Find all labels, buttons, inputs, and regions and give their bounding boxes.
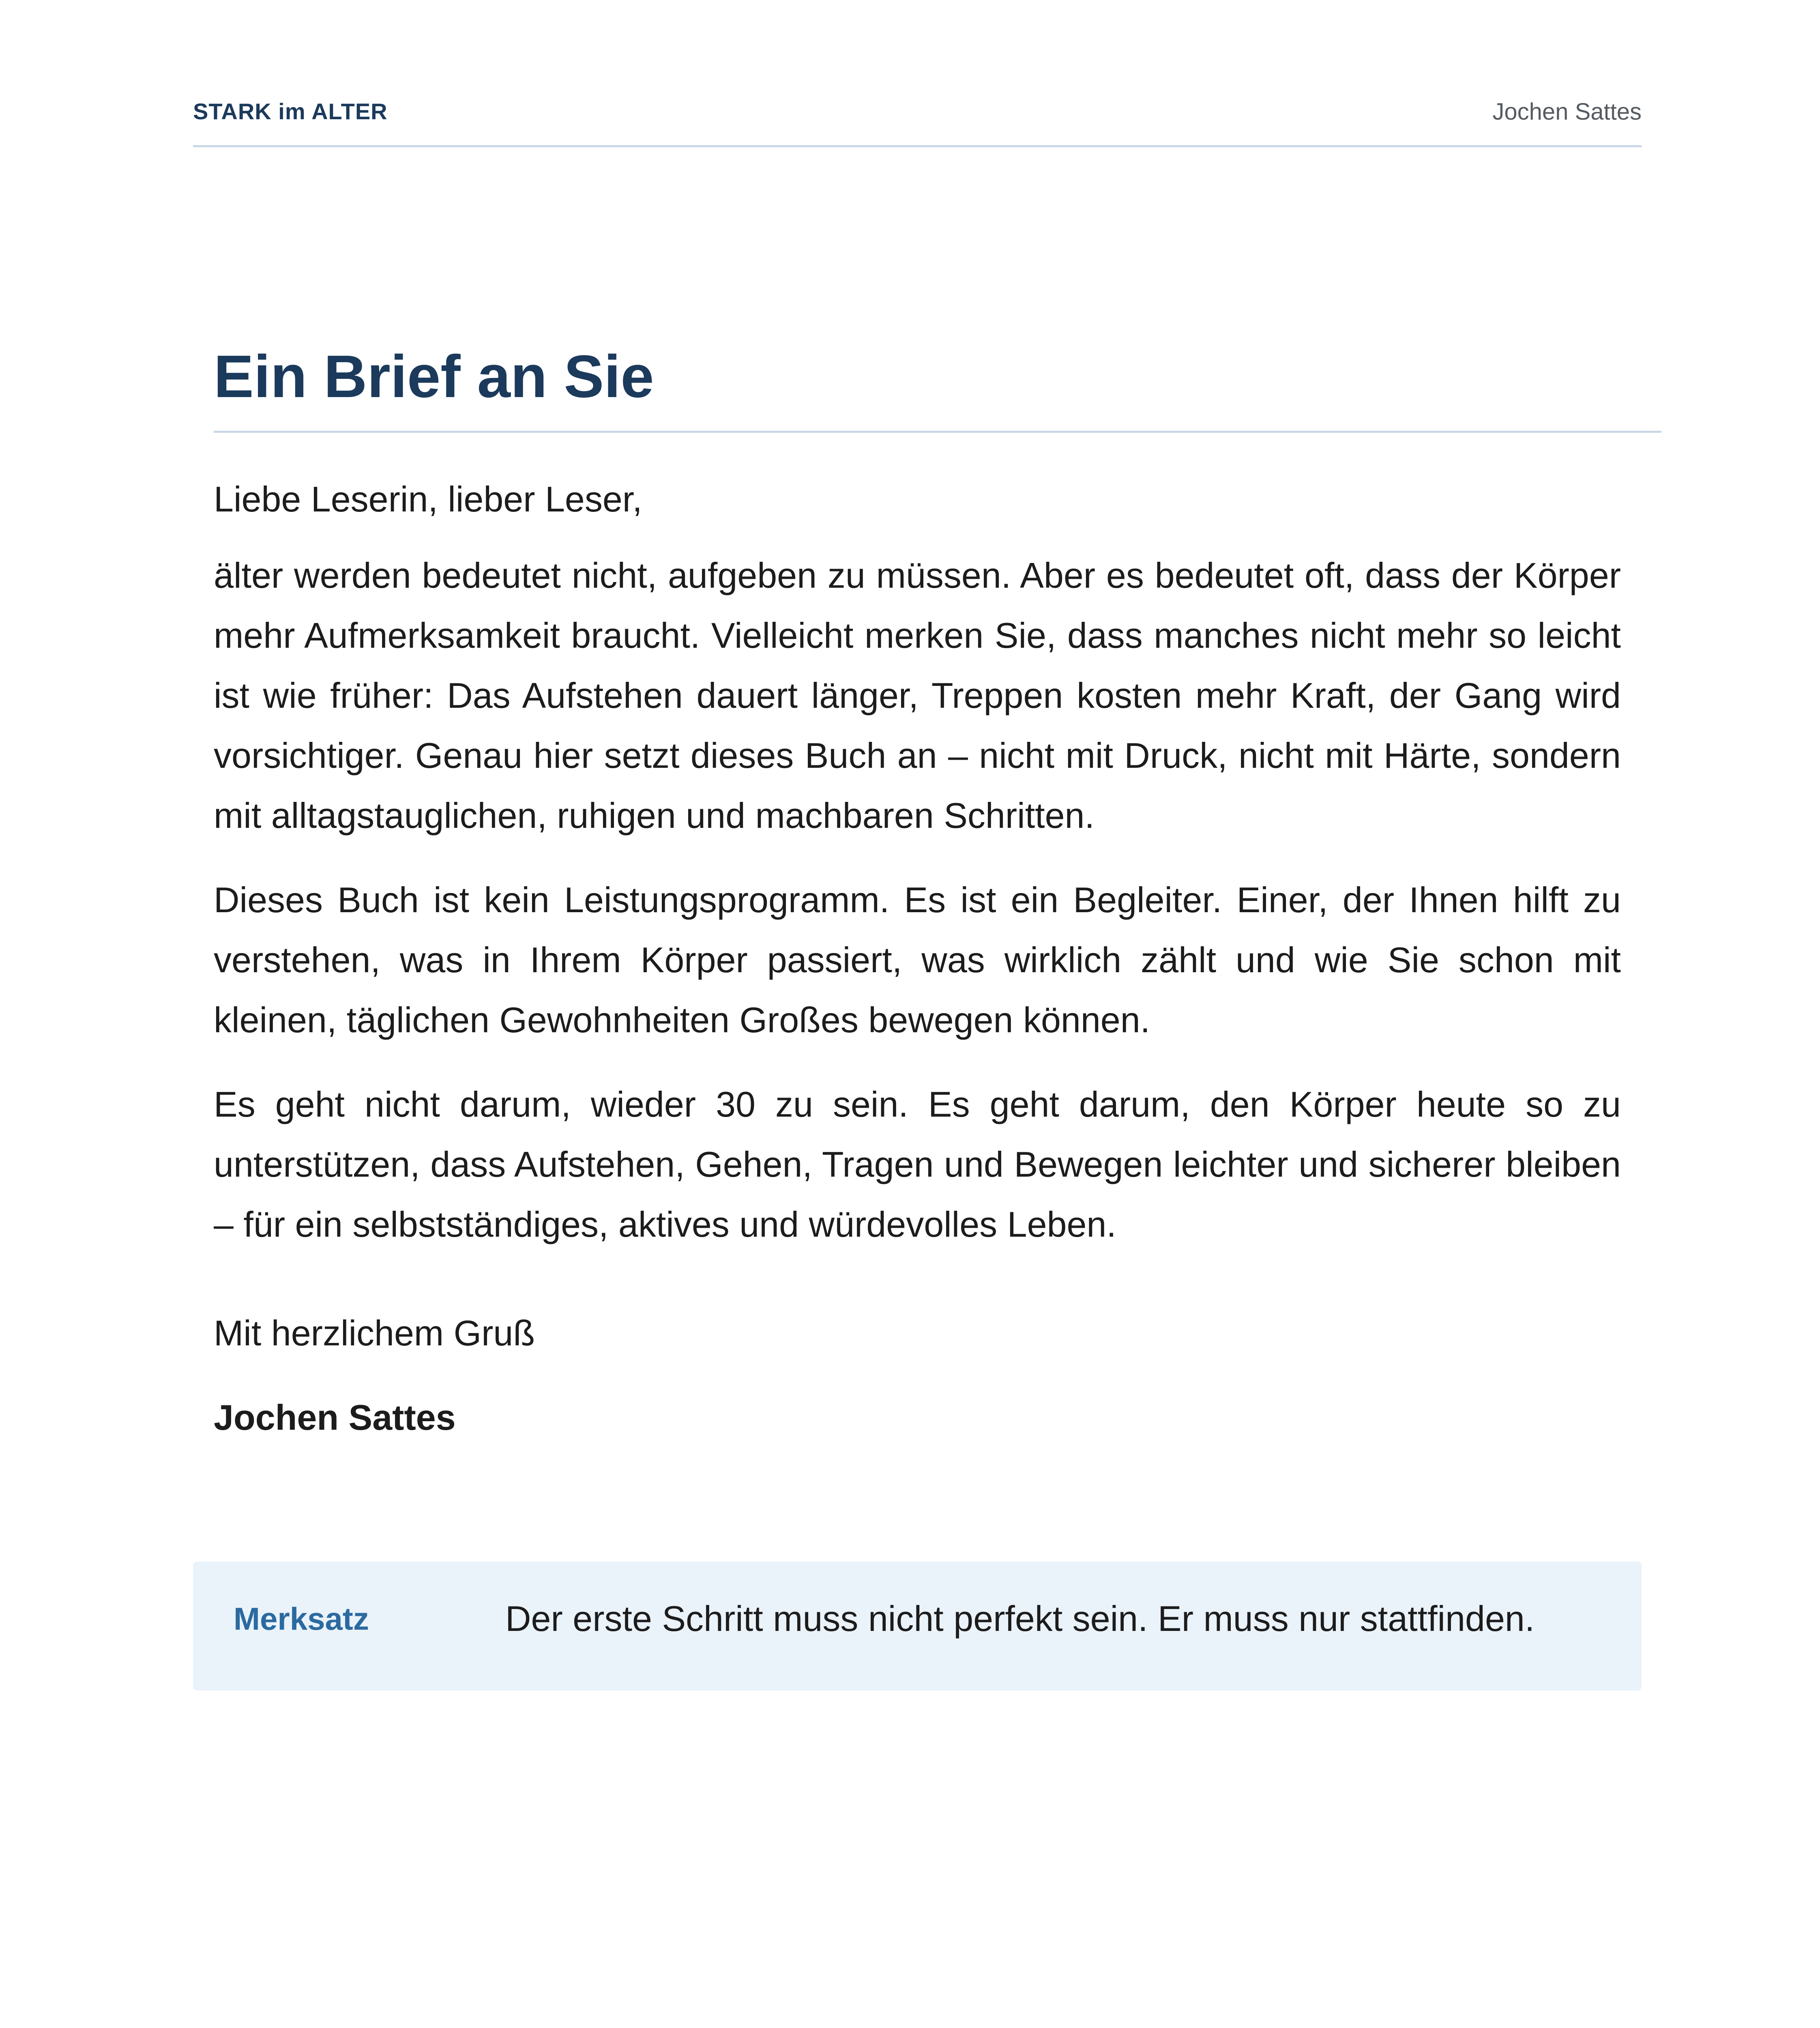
paragraph-2: Dieses Buch ist kein Leistungsprogramm. Es ist ein Begleiter. Einer, der Ihnen hilft zu verstehen, was in Ihrem Körper passiert, was wirklich zählt und wie Sie schon mit kleinen, täglichen Gewohnheiten Großes bewegen können.	[214, 879, 1621, 1040]
page-title: Ein Brief an Sie	[214, 341, 1661, 433]
closing: Mit herzlichem Gruß	[214, 1313, 535, 1353]
signature: Jochen Sattes	[214, 1397, 456, 1437]
salutation: Liebe Leserin, lieber Leser,	[214, 479, 642, 519]
merksatz-text: Der erste Schritt muss nicht perfekt sein. Er muss nur stattfinden.	[505, 1598, 1535, 1639]
merksatz-box	[193, 1562, 1642, 1691]
letter-content	[214, 341, 1621, 1448]
page-header	[193, 94, 1642, 147]
paragraph-1: älter werden bedeutet nicht, aufgeben zu müssen. Aber es bedeutet oft, dass der Körper mehr Aufmerksamkeit braucht. Vielleicht merken Sie, dass manches nicht mehr so leicht ist wie früher: Das Aufstehen dauert länger, Treppen kosten mehr Kraft, der Gang wird vorsichtiger. Genau hier setzt dieses Buch an – nicht mit Druck, nicht mit Härte, sondern mit alltagstauglichen, ruhigen und machbaren Schritten.	[214, 555, 1621, 836]
paragraph-3: Es geht nicht darum, wieder 30 zu sein. Es geht darum, den Körper heute so zu unterstützen, dass Aufstehen, Gehen, Tragen und Bewegen leichter und sicherer bleiben – für ein selbstständiges, aktives und würdevolles Leben.	[214, 1084, 1621, 1244]
header-author: Jochen Sattes	[1492, 99, 1642, 125]
merksatz-label: Merksatz	[234, 1601, 369, 1637]
brand-title: STARK im ALTER	[193, 99, 388, 124]
